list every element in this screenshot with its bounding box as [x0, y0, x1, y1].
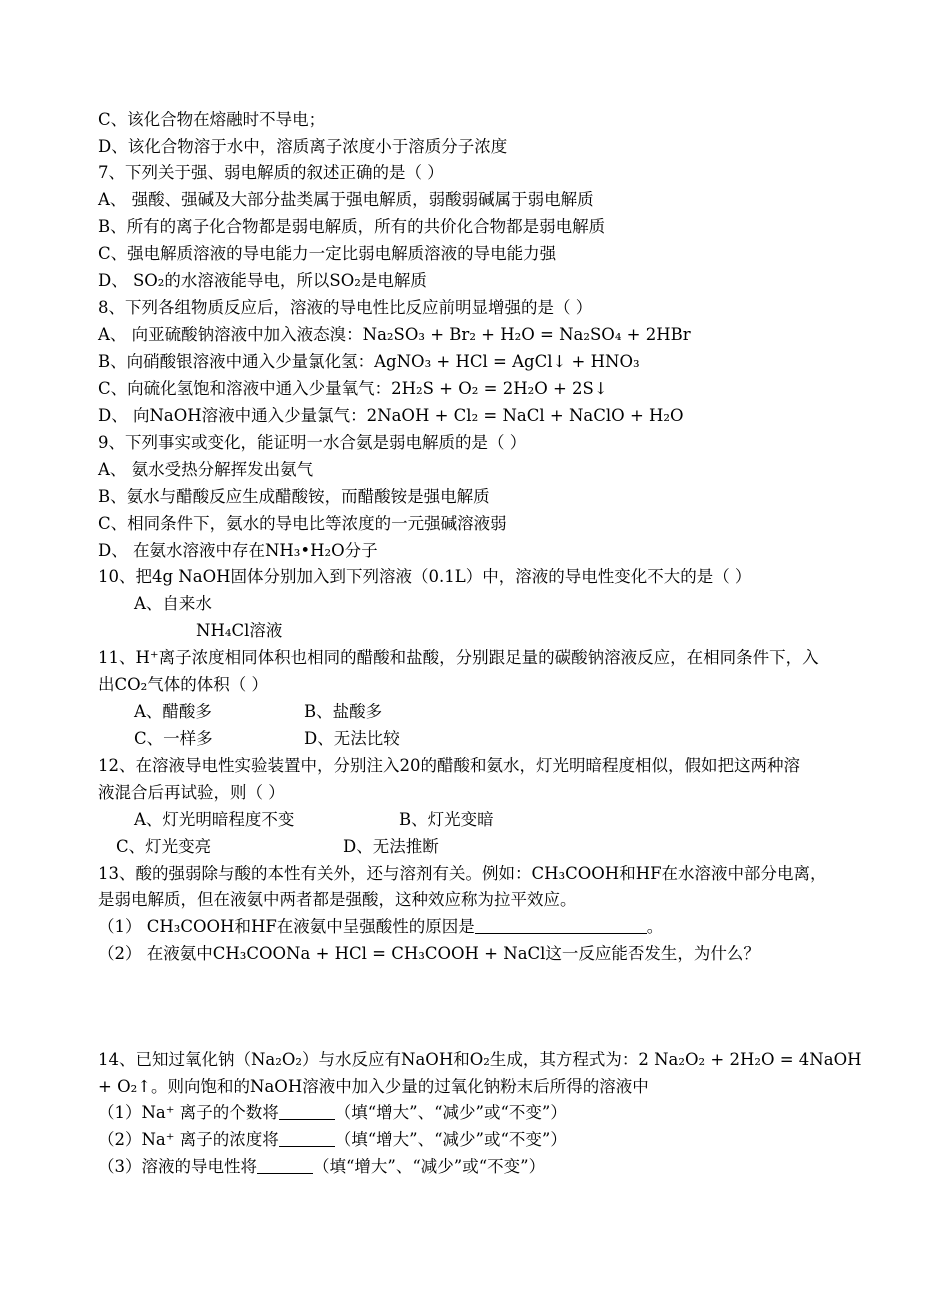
q13-part2: （2） 在液氨中CH₃COONa + HCl = CH₃COOH + NaCl这一反应能否发生，为什么？	[98, 944, 760, 963]
q10-stem: 10、把4g NaOH固体分别加入到下列溶液（0.1L）中，溶液的导电性变化不大的是（ ）	[98, 567, 752, 586]
q13-stem-cont: 是弱电解质，但在液氨中两者都是强酸，这种效应称为拉平效应。	[98, 890, 577, 909]
answer-blank-q13-1[interactable]	[475, 917, 647, 934]
q12-options-row1	[134, 810, 494, 832]
q13-stem: 13、酸的强弱除与酸的本性有关外，还与溶剂有关。例如：CH₃COOH和HF在水溶液中部分电离，	[98, 864, 827, 883]
q14-part2-text: （2）Na⁺ 离子的浓度将	[98, 1130, 279, 1149]
q12-option-a: A、灯光明暗程度不变	[134, 810, 295, 829]
q9-option-c: C、相同条件下，氨水的导电比等浓度的一元强碱溶液弱	[98, 514, 507, 533]
q10-option-nh4cl: NH₄Cl溶液	[196, 621, 283, 640]
q8-option-d: D、 向NaOH溶液中通入少量氯气：2NaOH + Cl₂ = NaCl + NaClO + H₂O	[98, 406, 684, 425]
q12-option-b: B、灯光变暗	[399, 810, 494, 829]
q9-option-d: D、 在氨水溶液中存在NH₃•H₂O分子	[98, 541, 378, 560]
q13-part1-text: （1） CH₃COOH和HF在液氨中呈强酸性的原因是	[98, 917, 475, 936]
q8-option-c: C、向硫化氢饱和溶液中通入少量氧气：2H₂S + O₂ = 2H₂O + 2S↓	[98, 379, 608, 398]
q7-option-d: D、 SO₂的水溶液能导电，所以SO₂是电解质	[98, 271, 427, 290]
q11-options-row2	[134, 729, 400, 751]
q11-option-b: B、盐酸多	[304, 702, 383, 721]
q7-stem: 7、下列关于强、弱电解质的叙述正确的是（ ）	[98, 163, 444, 182]
answer-blank-q14-1[interactable]	[279, 1103, 335, 1120]
q12-stem-cont: 液混合后再试验，则（ ）	[98, 783, 285, 802]
answer-blank-q14-2[interactable]	[279, 1130, 335, 1147]
q13-part1-end: 。	[646, 917, 664, 936]
q13-part1	[98, 917, 663, 939]
q7-option-a: A、 强酸、强碱及大部分盐类属于强电解质，弱酸弱碱属于弱电解质	[98, 190, 594, 209]
q12-options-row2	[116, 837, 439, 859]
q7-option-c: C、强电解质溶液的导电能力一定比弱电解质溶液的导电能力强	[98, 244, 557, 263]
q8-option-b: B、向硝酸银溶液中通入少量氯化氢：AgNO₃ + HCl = AgCl↓ + HNO₃	[98, 352, 640, 371]
q11-stem: 11、H⁺离子浓度相同体积也相同的醋酸和盐酸，分别跟足量的碳酸钠溶液反应，在相同条件下，入	[98, 648, 819, 667]
q6-option-d: D、该化合物溶于水中，溶质离子浓度小于溶质分子浓度	[98, 137, 508, 156]
q14-part1-text: （1）Na⁺ 离子的个数将	[98, 1103, 279, 1122]
q11-option-c: C、一样多	[134, 729, 213, 748]
q14-part1	[98, 1103, 567, 1125]
q12-option-c: C、灯光变亮	[116, 837, 212, 856]
q11-options-row1	[134, 702, 383, 724]
q9-stem: 9、下列事实或变化，能证明一水合氨是弱电解质的是（ ）	[98, 433, 527, 452]
q14-part2	[98, 1130, 567, 1152]
q14-stem-cont: + O₂↑。则向饱和的NaOH溶液中加入少量的过氧化钠粉末后所得的溶液中	[98, 1077, 649, 1096]
q9-option-b: B、氨水与醋酸反应生成醋酸铵，而醋酸铵是强电解质	[98, 487, 490, 506]
q10-option-a: A、自来水	[134, 594, 212, 613]
q12-option-d: D、无法推断	[343, 837, 439, 856]
q8-stem: 8、下列各组物质反应后，溶液的导电性比反应前明显增强的是（ ）	[98, 298, 593, 317]
q14-part3-hint: （填“增大”、“减少”或“不变”）	[313, 1157, 546, 1176]
q8-option-a: A、 向亚硫酸钠溶液中加入液态溴：Na₂SO₃ + Br₂ + H₂O = Na₂SO₄ + 2HBr	[98, 325, 691, 344]
q9-option-a: A、 氨水受热分解挥发出氨气	[98, 460, 314, 479]
q14-part3-text: （3）溶液的导电性将	[98, 1157, 257, 1176]
q14-part2-hint: （填“增大”、“减少”或“不变”）	[334, 1130, 567, 1149]
q14-part1-hint: （填“增大”、“减少”或“不变”）	[334, 1103, 567, 1122]
q7-option-b: B、所有的离子化合物都是弱电解质，所有的共价化合物都是弱电解质	[98, 217, 606, 236]
q11-option-a: A、醋酸多	[134, 702, 212, 721]
q14-part3	[98, 1157, 545, 1179]
q11-stem-cont: 出CO₂气体的体积（ ）	[98, 675, 269, 694]
q6-option-c: C、该化合物在熔融时不导电；	[98, 110, 326, 129]
q12-stem: 12、在溶液导电性实验装置中，分别注入20的醋酸和氨水，灯光明暗程度相似，假如把这两种溶	[98, 756, 800, 775]
answer-blank-q14-3[interactable]	[257, 1157, 313, 1174]
q14-stem: 14、已知过氧化钠（Na₂O₂）与水反应有NaOH和O₂生成，其方程式为：2 Na₂O₂ + 2H₂O = 4NaOH	[98, 1050, 862, 1069]
q11-option-d: D、无法比较	[304, 729, 400, 748]
